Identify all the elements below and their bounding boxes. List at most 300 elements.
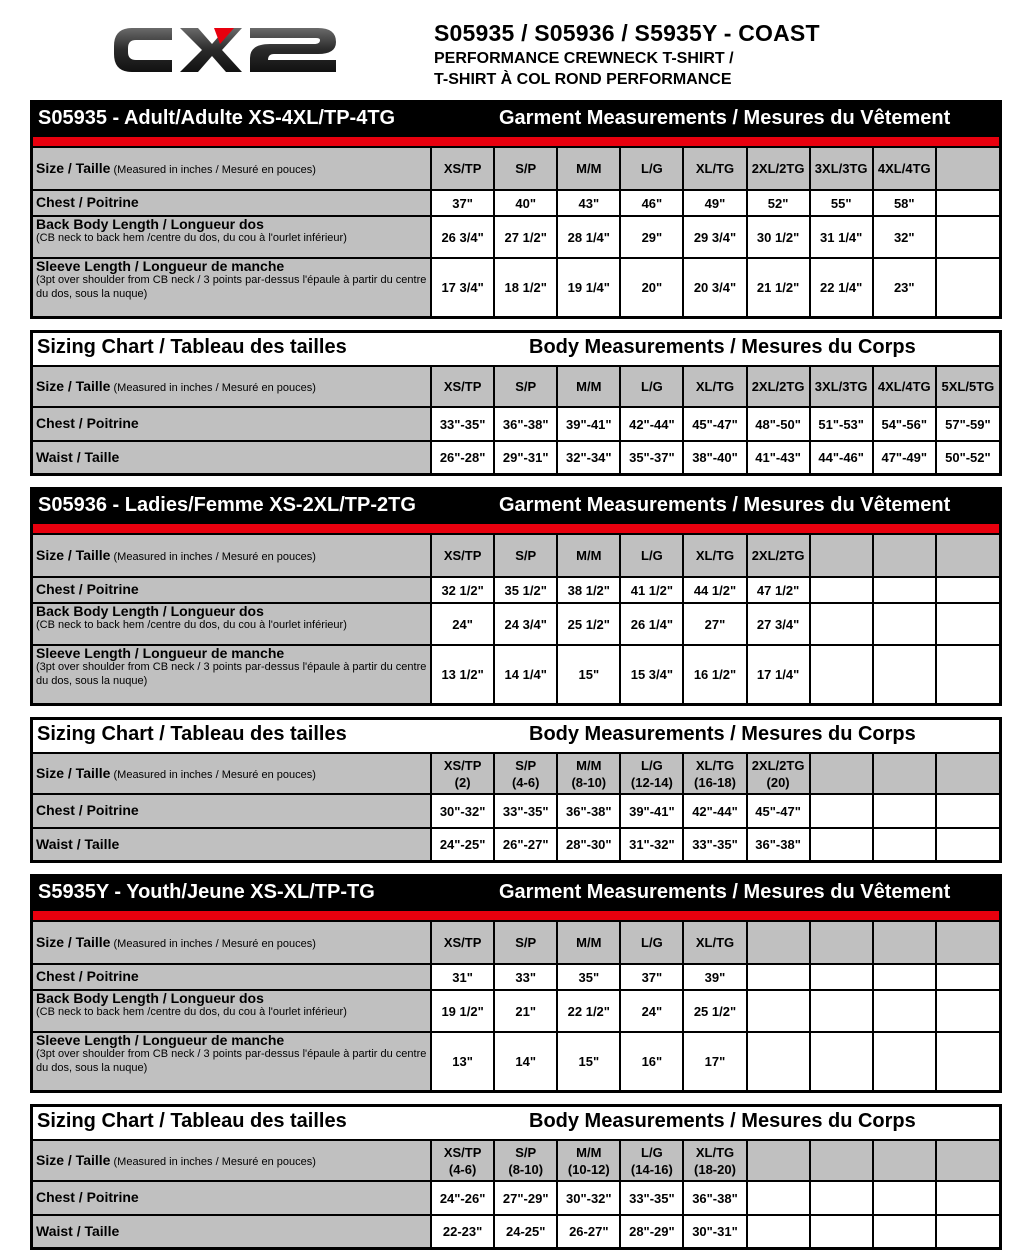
back-value-cell: 27" <box>683 603 746 645</box>
chest-value-cell: 37" <box>431 190 494 216</box>
youth-body-table <box>33 1141 999 1247</box>
size-label <box>33 535 431 577</box>
sleeve-length-label <box>33 645 431 703</box>
sleeve-length-row <box>33 645 999 703</box>
chest-value-cell <box>873 577 936 603</box>
chest-value-cell: 42"-44" <box>620 407 683 441</box>
size-label-note: (Measured in inches / Mesuré en pouces) <box>110 381 316 394</box>
chest-value-cell <box>810 964 873 990</box>
chest-value-cell: 30"-32" <box>431 794 494 828</box>
size-cell <box>620 1141 683 1181</box>
chest-value-cell <box>873 964 936 990</box>
adult-garment-section <box>30 100 1002 319</box>
back-value-cell: 21" <box>494 990 557 1032</box>
back-length-label-note: (CB neck to back hem /centre du dos, du cou à l'ourlet inférieur) <box>36 619 347 631</box>
sleeve-length-label <box>33 1032 431 1090</box>
back-value-cell: 26 3/4" <box>431 216 494 258</box>
size-code: XS/TP <box>443 1144 482 1160</box>
size-cell <box>810 1141 873 1181</box>
back-length-label-main: Back Body Length / Longueur dos <box>36 216 264 232</box>
chest-value-cell <box>936 1181 999 1215</box>
chest-value-cell: 58" <box>873 190 936 216</box>
waist-value-cell: 50"-52" <box>936 441 999 473</box>
adult-body-section <box>30 330 1002 476</box>
size-label-main: Size / Taille <box>36 159 111 176</box>
chest-value-cell: 38 1/2" <box>557 577 620 603</box>
document-header <box>434 18 820 90</box>
size-label-note: (Measured in inches / Mesuré en pouces) <box>110 1155 316 1168</box>
size-cell <box>873 754 936 794</box>
size-cell: 3XL/3TG <box>810 148 873 190</box>
chest-row <box>33 190 999 216</box>
garment-heading: Garment Measurements / Mesures du Vêtement <box>499 881 951 903</box>
back-value-cell: 22 1/2" <box>557 990 620 1032</box>
ladies-body-section <box>30 717 1002 863</box>
red-divider <box>33 137 999 148</box>
red-divider <box>33 524 999 535</box>
document-subtitle-en: PERFORMANCE CREWNECK T-SHIRT / <box>434 50 734 67</box>
chest-value-cell: 33"-35" <box>620 1181 683 1215</box>
sleeve-value-cell: 23" <box>873 258 936 316</box>
size-cell: XS/TP <box>431 367 494 407</box>
back-length-label <box>33 603 431 645</box>
chest-value-cell: 37" <box>620 964 683 990</box>
waist-value-cell: 38"-40" <box>683 441 746 473</box>
chest-row <box>33 1181 999 1215</box>
waist-value-cell: 29"-31" <box>494 441 557 473</box>
size-range: (16-18) <box>694 774 736 790</box>
sleeve-value-cell <box>936 1032 999 1090</box>
waist-value-cell: 26"-28" <box>431 441 494 473</box>
size-range: (18-20) <box>694 1161 736 1177</box>
back-value-cell: 25 1/2" <box>557 603 620 645</box>
back-value-cell: 32" <box>873 216 936 258</box>
waist-value-cell <box>810 828 873 860</box>
chest-label-text: Chest / Poitrine <box>36 1189 139 1205</box>
back-length-row <box>33 990 999 1032</box>
waist-label <box>33 441 431 473</box>
sleeve-value-cell: 20" <box>620 258 683 316</box>
sleeve-value-cell <box>936 645 999 703</box>
chest-value-cell: 31" <box>431 964 494 990</box>
size-code: M/M <box>576 1144 602 1160</box>
sleeve-value-cell: 16" <box>620 1032 683 1090</box>
size-range: (8-10) <box>508 1161 544 1177</box>
youth-section-title: S5935Y - Youth/Jeune XS-XL/TP-TG <box>38 881 375 903</box>
size-code: 2XL/2TG <box>751 757 805 773</box>
sleeve-value-cell: 22 1/4" <box>810 258 873 316</box>
chest-value-cell: 57"-59" <box>936 407 999 441</box>
ladies-sizing-bar <box>33 720 999 754</box>
size-cell: M/M <box>557 922 620 964</box>
size-cell: S/P <box>494 535 557 577</box>
ladies-garment-table <box>33 535 999 703</box>
size-cell: S/P <box>494 148 557 190</box>
chest-row <box>33 964 999 990</box>
chest-value-cell: 24"-26" <box>431 1181 494 1215</box>
chest-value-cell <box>873 1181 936 1215</box>
size-cell <box>620 754 683 794</box>
back-value-cell: 30 1/2" <box>747 216 810 258</box>
sleeve-value-cell: 17 1/4" <box>747 645 810 703</box>
size-cell: 2XL/2TG <box>747 535 810 577</box>
size-cell: XL/TG <box>683 367 746 407</box>
size-cell <box>683 754 746 794</box>
waist-label-text: Waist / Taille <box>36 1222 120 1239</box>
back-value-cell: 26 1/4" <box>620 603 683 645</box>
document-subtitle-fr: T-SHIRT À COL ROND PERFORMANCE <box>434 71 732 88</box>
size-label-note: (Measured in inches / Mesuré en pouces) <box>110 550 316 563</box>
size-cell <box>747 1141 810 1181</box>
back-value-cell: 24" <box>620 990 683 1032</box>
chest-value-cell: 45"-47" <box>683 407 746 441</box>
size-cell <box>873 1141 936 1181</box>
ladies-body-table <box>33 754 999 860</box>
size-label-main: Size / Taille <box>36 1151 111 1168</box>
chest-value-cell: 52" <box>747 190 810 216</box>
size-cell <box>936 754 999 794</box>
chest-value-cell <box>747 964 810 990</box>
size-label <box>33 1141 431 1181</box>
back-value-cell: 29 3/4" <box>683 216 746 258</box>
document-title: S05935 / S05936 / S5935Y - COAST <box>434 20 820 46</box>
chest-value-cell: 48"-50" <box>747 407 810 441</box>
garment-heading: Garment Measurements / Mesures du Vêtement <box>499 494 951 516</box>
size-row <box>33 148 999 190</box>
sleeve-value-cell <box>936 258 999 316</box>
youth-body-section <box>30 1104 1002 1250</box>
size-cell <box>494 754 557 794</box>
size-code: L/G <box>641 757 663 773</box>
sleeve-length-row <box>33 258 999 316</box>
chest-value-cell: 44 1/2" <box>683 577 746 603</box>
sleeve-value-cell <box>747 1032 810 1090</box>
back-value-cell <box>873 603 936 645</box>
size-cell: M/M <box>557 535 620 577</box>
chest-value-cell: 39" <box>683 964 746 990</box>
size-cell: S/P <box>494 367 557 407</box>
waist-value-cell: 36"-38" <box>747 828 810 860</box>
chest-label <box>33 964 431 990</box>
chest-label <box>33 190 431 216</box>
waist-label-text: Waist / Taille <box>36 835 120 852</box>
chest-value-cell: 36"-38" <box>683 1181 746 1215</box>
youth-garment-bar <box>33 877 999 911</box>
size-cell: 5XL/5TG <box>936 367 999 407</box>
size-cell: M/M <box>557 148 620 190</box>
sizing-chart-heading: Sizing Chart / Tableau des tailles <box>37 336 347 358</box>
chest-value-cell: 43" <box>557 190 620 216</box>
back-value-cell <box>810 603 873 645</box>
sleeve-value-cell <box>873 645 936 703</box>
waist-value-cell: 31"-32" <box>620 828 683 860</box>
size-cell <box>936 535 999 577</box>
sleeve-value-cell: 17 3/4" <box>431 258 494 316</box>
sleeve-value-cell: 13 1/2" <box>431 645 494 703</box>
back-length-label-main: Back Body Length / Longueur dos <box>36 990 264 1006</box>
cx2-logo <box>110 20 342 80</box>
size-cell: L/G <box>620 922 683 964</box>
chest-label-text: Chest / Poitrine <box>36 415 139 431</box>
chest-value-cell: 55" <box>810 190 873 216</box>
size-range: (10-12) <box>567 1161 610 1177</box>
size-cell <box>683 1141 746 1181</box>
sleeve-value-cell <box>810 1032 873 1090</box>
waist-value-cell <box>810 1215 873 1247</box>
waist-value-cell: 22-23" <box>431 1215 494 1247</box>
back-length-label-note: (CB neck to back hem /centre du dos, du cou à l'ourlet inférieur) <box>36 232 347 244</box>
back-value-cell: 27 1/2" <box>494 216 557 258</box>
back-length-label-note: (CB neck to back hem /centre du dos, du cou à l'ourlet inférieur) <box>36 1006 347 1018</box>
ladies-garment-bar <box>33 490 999 524</box>
size-cell: 4XL/4TG <box>873 148 936 190</box>
chest-value-cell: 45"-47" <box>747 794 810 828</box>
adult-garment-bar <box>33 103 999 137</box>
back-value-cell <box>810 990 873 1032</box>
size-cell: L/G <box>620 367 683 407</box>
ladies-garment-section <box>30 487 1002 706</box>
ladies-section-title: S05936 - Ladies/Femme XS-2XL/TP-2TG <box>38 494 416 516</box>
chest-label <box>33 794 431 828</box>
waist-value-cell: 44"-46" <box>810 441 873 473</box>
sleeve-length-label-note: (3pt over shoulder from CB neck / 3 points par-dessus l'épaule à partir du centre du dos, sous la nuque) <box>36 274 427 300</box>
sleeve-value-cell: 19 1/4" <box>557 258 620 316</box>
size-cell: 2XL/2TG <box>747 367 810 407</box>
waist-value-cell <box>873 1215 936 1247</box>
back-value-cell: 28 1/4" <box>557 216 620 258</box>
sleeve-value-cell: 14 1/4" <box>494 645 557 703</box>
size-row <box>33 1141 999 1181</box>
sizing-chart-heading: Sizing Chart / Tableau des tailles <box>37 1110 347 1132</box>
size-label-note: (Measured in inches / Mesuré en pouces) <box>110 768 316 781</box>
chest-label <box>33 407 431 441</box>
size-code: M/M <box>576 757 602 773</box>
chest-value-cell: 35" <box>557 964 620 990</box>
sleeve-value-cell <box>873 1032 936 1090</box>
waist-value-cell: 24-25" <box>494 1215 557 1247</box>
size-cell: 4XL/4TG <box>873 367 936 407</box>
garment-heading: Garment Measurements / Mesures du Vêtement <box>499 107 951 129</box>
chest-value-cell <box>873 794 936 828</box>
chest-value-cell: 33" <box>494 964 557 990</box>
sleeve-length-label-main: Sleeve Length / Longueur de manche <box>36 258 285 274</box>
waist-value-cell: 28"-29" <box>620 1215 683 1247</box>
size-code: L/G <box>641 1144 663 1160</box>
body-heading: Body Measurements / Mesures du Corps <box>529 336 916 358</box>
back-value-cell: 25 1/2" <box>683 990 746 1032</box>
size-cell: L/G <box>620 535 683 577</box>
chest-value-cell <box>810 577 873 603</box>
body-heading: Body Measurements / Mesures du Corps <box>529 723 916 745</box>
chest-row <box>33 577 999 603</box>
size-cell: 2XL/2TG <box>747 148 810 190</box>
back-value-cell <box>873 990 936 1032</box>
chest-value-cell <box>936 190 999 216</box>
sleeve-length-label-main: Sleeve Length / Longueur de manche <box>36 1032 285 1048</box>
back-value-cell <box>936 216 999 258</box>
size-row <box>33 754 999 794</box>
size-label <box>33 754 431 794</box>
sleeve-value-cell: 20 3/4" <box>683 258 746 316</box>
size-cell <box>936 148 999 190</box>
size-cell <box>557 1141 620 1181</box>
adult-section-title: S05935 - Adult/Adulte XS-4XL/TP-4TG <box>38 107 396 129</box>
sleeve-value-cell: 17" <box>683 1032 746 1090</box>
waist-value-cell: 35"-37" <box>620 441 683 473</box>
chest-value-cell: 46" <box>620 190 683 216</box>
chest-value-cell <box>936 794 999 828</box>
back-value-cell <box>936 603 999 645</box>
chest-value-cell: 36"-38" <box>557 794 620 828</box>
size-cell <box>431 754 494 794</box>
chest-value-cell: 32 1/2" <box>431 577 494 603</box>
chest-value-cell: 51"-53" <box>810 407 873 441</box>
chest-value-cell: 49" <box>683 190 746 216</box>
sleeve-length-label-note: (3pt over shoulder from CB neck / 3 points par-dessus l'épaule à partir du centre du dos, sous la nuque) <box>36 661 427 687</box>
waist-value-cell: 33"-35" <box>683 828 746 860</box>
size-code: S/P <box>515 1144 537 1160</box>
back-value-cell: 19 1/2" <box>431 990 494 1032</box>
chest-value-cell: 35 1/2" <box>494 577 557 603</box>
size-range: (2) <box>454 774 471 790</box>
size-cell <box>810 754 873 794</box>
chest-row <box>33 794 999 828</box>
size-cell <box>810 535 873 577</box>
size-label-main: Size / Taille <box>36 377 111 394</box>
size-cell <box>494 1141 557 1181</box>
size-row <box>33 535 999 577</box>
youth-garment-section <box>30 874 1002 1093</box>
chest-value-cell: 54"-56" <box>873 407 936 441</box>
back-length-label <box>33 216 431 258</box>
chest-value-cell: 27"-29" <box>494 1181 557 1215</box>
back-value-cell: 29" <box>620 216 683 258</box>
waist-label <box>33 828 431 860</box>
sleeve-length-label <box>33 258 431 316</box>
adult-sizing-bar <box>33 333 999 367</box>
waist-value-cell <box>936 1215 999 1247</box>
waist-value-cell: 41"-43" <box>747 441 810 473</box>
back-length-row <box>33 603 999 645</box>
waist-label <box>33 1215 431 1247</box>
size-range: (8-10) <box>571 774 607 790</box>
size-cell: XS/TP <box>431 535 494 577</box>
size-range: (4-6) <box>511 774 540 790</box>
back-value-cell: 24 3/4" <box>494 603 557 645</box>
back-value-cell: 27 3/4" <box>747 603 810 645</box>
size-range: (20) <box>766 774 790 790</box>
waist-row <box>33 441 999 473</box>
size-label-main: Size / Taille <box>36 764 111 781</box>
size-cell: S/P <box>494 922 557 964</box>
size-cell <box>557 754 620 794</box>
back-length-label <box>33 990 431 1032</box>
chest-value-cell: 42"-44" <box>683 794 746 828</box>
chest-value-cell: 41 1/2" <box>620 577 683 603</box>
size-row <box>33 922 999 964</box>
size-range: (14-16) <box>630 1161 673 1177</box>
sleeve-value-cell: 15" <box>557 1032 620 1090</box>
sleeve-length-row <box>33 1032 999 1090</box>
waist-value-cell: 26"-27" <box>494 828 557 860</box>
chest-value-cell: 36"-38" <box>494 407 557 441</box>
chest-value-cell <box>747 1181 810 1215</box>
back-value-cell <box>936 990 999 1032</box>
chest-value-cell <box>810 794 873 828</box>
chest-label-text: Chest / Poitrine <box>36 968 139 984</box>
size-label-note: (Measured in inches / Mesuré en pouces) <box>110 937 316 950</box>
chest-row <box>33 407 999 441</box>
size-cell: M/M <box>557 367 620 407</box>
size-cell <box>810 922 873 964</box>
chest-label-text: Chest / Poitrine <box>36 581 139 597</box>
waist-value-cell <box>747 1215 810 1247</box>
youth-garment-table <box>33 922 999 1090</box>
sizing-chart-heading: Sizing Chart / Tableau des tailles <box>37 723 347 745</box>
sleeve-value-cell <box>810 645 873 703</box>
size-cell: XS/TP <box>431 148 494 190</box>
size-cell: 3XL/3TG <box>810 367 873 407</box>
waist-value-cell: 32"-34" <box>557 441 620 473</box>
size-label <box>33 922 431 964</box>
chest-label-text: Chest / Poitrine <box>36 194 139 210</box>
size-label <box>33 148 431 190</box>
size-cell <box>747 922 810 964</box>
chest-value-cell: 33"-35" <box>431 407 494 441</box>
sleeve-value-cell: 16 1/2" <box>683 645 746 703</box>
adult-body-table <box>33 367 999 473</box>
sleeve-value-cell: 21 1/2" <box>747 258 810 316</box>
sleeve-length-label-note: (3pt over shoulder from CB neck / 3 points par-dessus l'épaule à partir du centre du dos, sous la nuque) <box>36 1048 427 1074</box>
size-cell <box>747 754 810 794</box>
body-heading: Body Measurements / Mesures du Corps <box>529 1110 916 1132</box>
sleeve-value-cell: 14" <box>494 1032 557 1090</box>
size-cell <box>936 922 999 964</box>
sleeve-length-label-main: Sleeve Length / Longueur de manche <box>36 645 285 661</box>
sleeve-value-cell: 13" <box>431 1032 494 1090</box>
waist-label-text: Waist / Taille <box>36 448 120 465</box>
back-value-cell <box>747 990 810 1032</box>
size-code: S/P <box>515 757 537 773</box>
chest-value-cell <box>936 577 999 603</box>
size-cell <box>936 1141 999 1181</box>
chest-value-cell: 47 1/2" <box>747 577 810 603</box>
back-length-row <box>33 216 999 258</box>
size-label-note: (Measured in inches / Mesuré en pouces) <box>110 163 316 176</box>
chest-value-cell: 33"-35" <box>494 794 557 828</box>
chest-value-cell <box>810 1181 873 1215</box>
size-row <box>33 367 999 407</box>
chest-value-cell: 30"-32" <box>557 1181 620 1215</box>
chest-value-cell <box>936 964 999 990</box>
size-cell <box>873 535 936 577</box>
waist-value-cell <box>936 828 999 860</box>
size-cell <box>873 922 936 964</box>
sleeve-value-cell: 15 3/4" <box>620 645 683 703</box>
sleeve-value-cell: 18 1/2" <box>494 258 557 316</box>
red-divider <box>33 911 999 922</box>
youth-sizing-bar <box>33 1107 999 1141</box>
waist-row <box>33 828 999 860</box>
chest-value-cell: 40" <box>494 190 557 216</box>
size-cell: XL/TG <box>683 535 746 577</box>
size-label <box>33 367 431 407</box>
chest-label <box>33 577 431 603</box>
sleeve-value-cell: 15" <box>557 645 620 703</box>
waist-value-cell: 26-27" <box>557 1215 620 1247</box>
waist-row <box>33 1215 999 1247</box>
chest-value-cell: 39"-41" <box>620 794 683 828</box>
